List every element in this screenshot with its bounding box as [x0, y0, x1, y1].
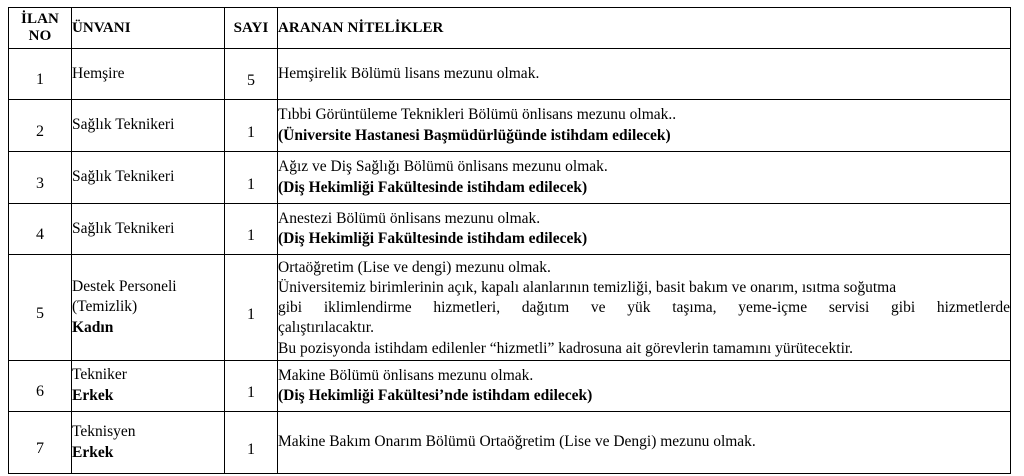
cell-sayi [225, 361, 278, 412]
column-header-sayi: SAYI [225, 8, 278, 49]
cell-aranan-nitelikler [278, 361, 1011, 412]
table-row [9, 255, 1011, 361]
sayi-value: 5 [247, 72, 255, 89]
cell-unvani [72, 255, 225, 361]
sayi-value: 1 [247, 175, 255, 193]
nitelik-line: Üniversitemiz birimlerinin açık, kapalı alanlarının temizliği, basit bakım ve onarım, ısıtma soğutma [278, 279, 897, 297]
cell-sayi [225, 152, 278, 204]
unvani-line: Hemşire [72, 64, 125, 82]
cell-ilan-no [9, 100, 72, 152]
nitelik-line: Bu pozisyonda istihdam edilenler “hizmetli” kadrosuna ait görevlerin tamamını yürütecektir. [278, 339, 854, 357]
unvani-line: Erkek [72, 443, 114, 461]
cell-unvani [72, 361, 225, 412]
cell-sayi [225, 412, 278, 474]
table-row [9, 152, 1011, 204]
cell-ilan-no [9, 412, 72, 474]
nitelik-line: Hemşirelik Bölümü lisans mezunu olmak. [278, 64, 540, 82]
ilan-no-value: 4 [36, 226, 44, 243]
unvani-line: Tekniker [72, 366, 127, 384]
cell-aranan-nitelikler [278, 204, 1011, 255]
cell-unvani [72, 412, 225, 474]
sayi-value: 1 [247, 440, 255, 458]
nitelik-line: (Diş Hekimliği Fakültesinde istihdam edilecek) [278, 178, 588, 196]
ilan-no-value: 1 [36, 71, 44, 88]
cell-unvani [72, 152, 225, 204]
unvani-line: Destek Personeli [72, 277, 177, 295]
nitelik-line: (Diş Hekimliği Fakültesi’nde istihdam edilecek) [278, 387, 593, 404]
unvani-line: (Temizlik) [72, 298, 138, 316]
unvani-line: Sağlık Teknikeri [72, 168, 175, 186]
table-body [9, 49, 1011, 474]
ilan-no-value: 5 [36, 304, 44, 322]
ilan-no-value: 3 [36, 174, 44, 192]
cell-ilan-no [9, 204, 72, 255]
cell-aranan-nitelikler [278, 412, 1011, 474]
cell-unvani [72, 100, 225, 152]
unvani-line: Sağlık Teknikeri [72, 116, 175, 134]
cell-ilan-no [9, 361, 72, 412]
nitelik-line: çalıştırılacaktır. [278, 319, 374, 337]
ilan-no-value: 2 [36, 122, 44, 140]
table-header [9, 8, 1011, 49]
ilan-no-value: 7 [36, 439, 44, 457]
table-row [9, 49, 1011, 100]
cell-ilan-no [9, 255, 72, 361]
nitelik-line: Ortaöğretim (Lise ve dengi) mezunu olmak. [278, 259, 551, 276]
cell-sayi [225, 255, 278, 361]
table-row [9, 100, 1011, 152]
table-row [9, 412, 1011, 474]
table-row [9, 204, 1011, 255]
nitelik-line: Ağız ve Diş Sağlığı Bölümü önlisans mezunu olmak. [278, 158, 608, 176]
unvani-line: Erkek [72, 387, 114, 404]
sayi-value: 1 [247, 123, 255, 141]
cell-ilan-no [9, 152, 72, 204]
cell-aranan-nitelikler [278, 100, 1011, 152]
sayi-value: 1 [247, 227, 255, 244]
cell-unvani [72, 204, 225, 255]
cell-sayi [225, 100, 278, 152]
cell-sayi [225, 49, 278, 100]
unvani-line: Sağlık Teknikeri [72, 219, 175, 237]
column-header-unvani: ÜNVANI [72, 8, 225, 49]
nitelik-line: Makine Bakım Onarım Bölümü Ortaöğretim (Lise ve Dengi) mezunu olmak. [278, 433, 756, 451]
nitelik-line: (Diş Hekimliği Fakültesinde istihdam edilecek) [278, 230, 588, 247]
nitelik-line: (Üniversite Hastanesi Başmüdürlüğünde istihdam edilecek) [278, 126, 671, 144]
sayi-value: 1 [247, 384, 255, 401]
nitelik-line: Makine Bölümü önlisans mezunu olmak. [278, 366, 534, 384]
nitelik-line: gibi iklimlendirme hizmetleri, dağıtım ve yük taşıma, yeme-içme servisi gibi hizmetlerde [278, 299, 1010, 317]
cell-aranan-nitelikler [278, 255, 1011, 361]
column-header-ilan-no [9, 8, 72, 49]
sayi-value: 1 [247, 305, 255, 323]
column-header-ilan-no-line1: İLAN [21, 11, 59, 28]
nitelik-line: Anestezi Bölümü önlisans mezunu olmak. [278, 209, 541, 227]
table-row [9, 361, 1011, 412]
cell-aranan-nitelikler [278, 152, 1011, 204]
cell-ilan-no [9, 49, 72, 100]
ilan-no-value: 6 [36, 383, 44, 400]
unvani-line: Kadın [72, 318, 114, 336]
column-header-ilan-no-line2: NO [28, 28, 52, 44]
cell-aranan-nitelikler [278, 49, 1011, 100]
nitelik-line: Tıbbi Görüntüleme Teknikleri Bölümü önlisans mezunu olmak.. [278, 106, 677, 124]
unvani-line: Teknisyen [72, 422, 136, 440]
cell-unvani [72, 49, 225, 100]
column-header-aranan-nitelikler: ARANAN NİTELİKLER [278, 8, 1011, 49]
job-postings-table [8, 7, 1011, 474]
table-header-row [9, 8, 1011, 49]
cell-sayi [225, 204, 278, 255]
